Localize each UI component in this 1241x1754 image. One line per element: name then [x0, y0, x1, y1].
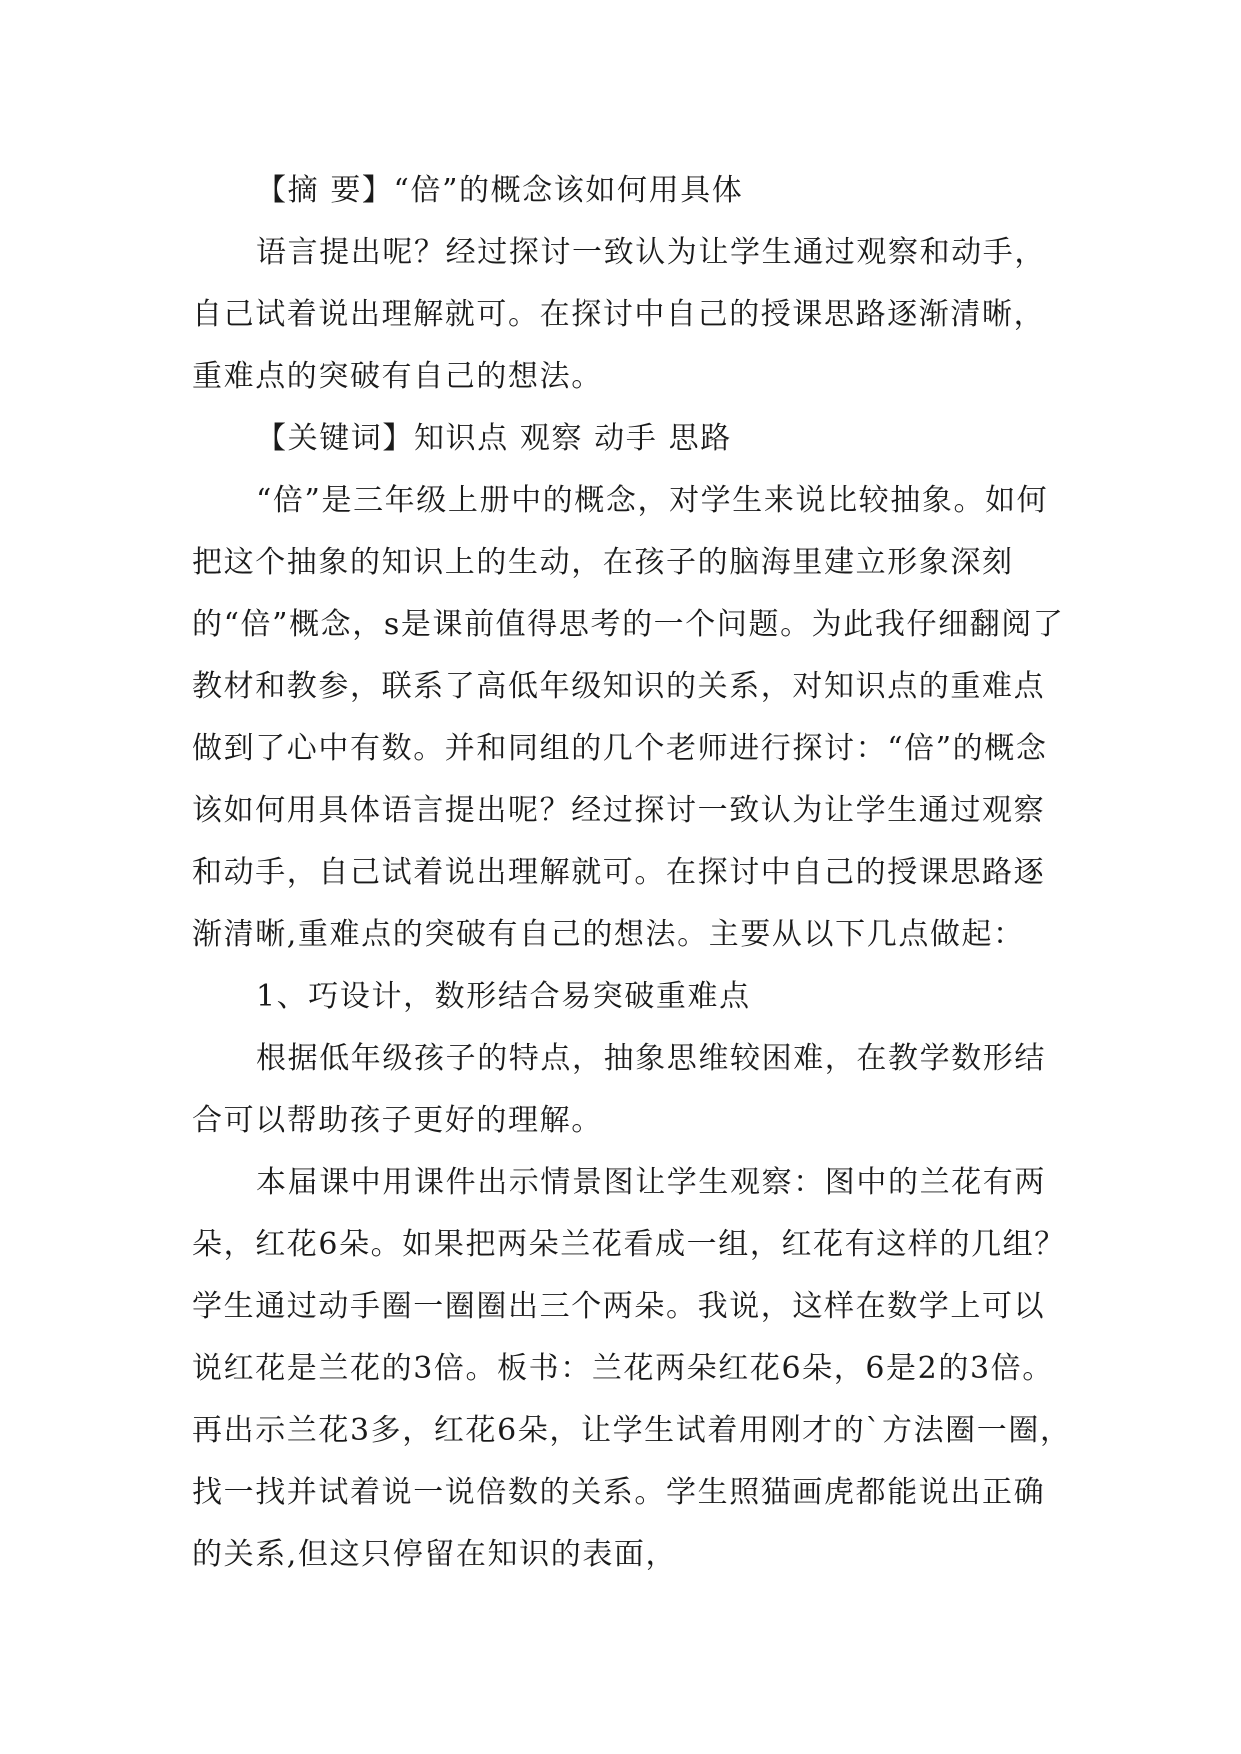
abstract-paragraph: 【摘 要】“倍”的概念该如何用具体	[256, 173, 744, 208]
keywords-paragraph: 【关键词】知识点 观察 动手 思路	[256, 421, 732, 456]
abstract-continuation-paragraph: 语言提出呢？经过探讨一致认为让学生通过观察和动手，自己试着说出理解就可。在探讨中自己的授课思路逐渐清晰，重难点的突破有自己的想法。	[192, 235, 1046, 394]
body-paragraph: 本届课中用课件出示情景图让学生观察：图中的兰花有两朵，红花6朵。如果把两朵兰花看成一组，红花有这样的几组？学生通过动手圈一圈圈出三个两朵。我说，这样在数学上可以说红花是兰花的3倍。板书：兰花两朵红花6朵，6是2的3倍。再出示兰花3多，红花6朵，让学生试着用刚才的`方法圈一圈，找一找并试着说一说倍数的关系。学生照猫画虎都能说出正确的关系,但这只停留在知识的表面，	[192, 1165, 1072, 1572]
document-body	[192, 160, 1072, 1586]
intro-paragraph: “倍”是三年级上册中的概念，对学生来说比较抽象。如何把这个抽象的知识上的生动，在孩子的脑海里建立形象深刻的“倍”概念，s是课前值得思考的一个问题。为此我仔细翻阅了教材和教参，联系了高低年级知识的关系，对知识点的重难点做到了心中有数。并和同组的几个老师进行探讨：“倍”的概念该如何用具体语言提出呢？经过探讨一致认为让学生通过观察和动手，自己试着说出理解就可。在探讨中自己的授课思路逐渐清晰,重难点的突破有自己的想法。主要从以下几点做起：	[192, 483, 1065, 952]
section-heading: 1、巧设计，数形结合易突破重难点	[256, 979, 751, 1014]
body-paragraph: 根据低年级孩子的特点，抽象思维较困难，在教学数形结合可以帮助孩子更好的理解。	[192, 1041, 1046, 1138]
